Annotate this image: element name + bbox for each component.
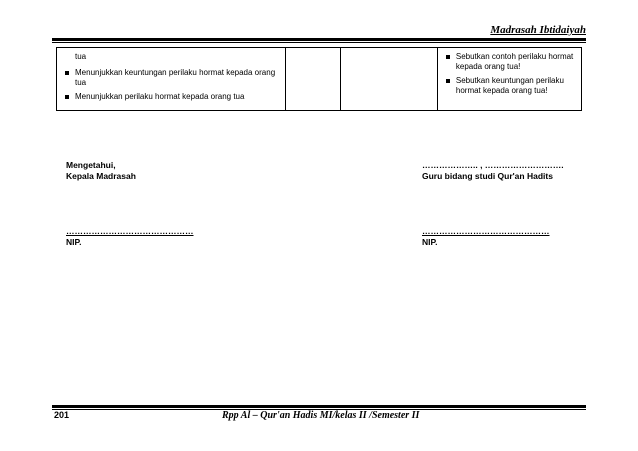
indicator-list <box>61 68 281 102</box>
lesson-table <box>56 47 582 111</box>
list-item: Sebutkan contoh perilaku hormat kepada orang tua! <box>442 52 577 72</box>
sig-left-name-line: ……………………………………… <box>66 226 194 236</box>
list-item: Sebutkan keuntungan perilaku hormat kepada orang tua! <box>442 76 577 96</box>
sig-left-nip: NIP. <box>66 237 82 247</box>
sig-right-name-line: ……………………………………… <box>422 226 550 236</box>
footer-rule-thick <box>52 405 586 408</box>
sig-left-line1: Mengetahui, <box>66 160 116 170</box>
table-cell-empty <box>286 48 340 111</box>
table-cell-indicators <box>57 48 286 111</box>
list-item: Menunjukkan perilaku hormat kepada orang tua <box>61 92 281 102</box>
sig-right-nip: NIP. <box>422 237 438 247</box>
table-cell-questions <box>437 48 581 111</box>
right-signature-name <box>422 226 550 248</box>
right-signature-heading <box>422 160 564 182</box>
continuation-text: tua <box>75 52 87 61</box>
header-rule-thick <box>52 38 586 41</box>
left-signature-heading <box>66 160 136 182</box>
page-number: 201 <box>54 410 70 420</box>
left-signature-name <box>66 226 194 248</box>
header-title: Madrasah Ibtidaiyah <box>490 24 586 36</box>
table-cell-empty <box>340 48 437 111</box>
sig-right-line2: Guru bidang studi Qur'an Hadits <box>422 171 553 181</box>
question-list <box>442 52 577 96</box>
footer-title: Rpp Al – Qur'an Hadis MI/kelas II /Semester II <box>222 410 420 421</box>
sig-left-line2: Kepala Madrasah <box>66 171 136 181</box>
list-item: Menunjukkan keuntungan perilaku hormat kepada orang tua <box>61 68 281 88</box>
table-row <box>57 48 582 111</box>
header-rule-thin <box>52 42 586 43</box>
sig-right-line1: ……………….. , ………………………. <box>422 160 564 170</box>
